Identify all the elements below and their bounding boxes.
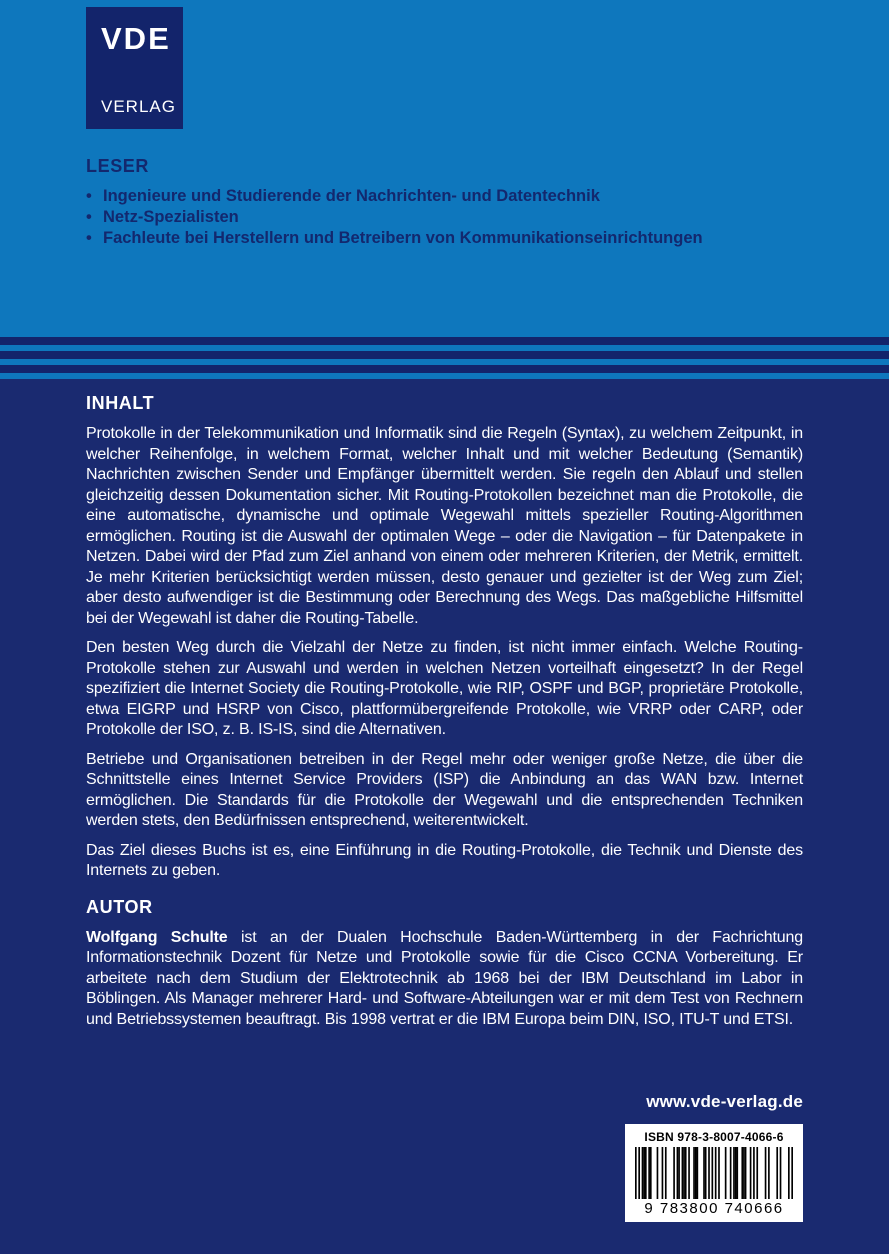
author-name: Wolfgang Schulte — [86, 928, 228, 946]
isbn-text: ISBN 978-3-8007-4066-6 — [644, 1130, 784, 1144]
inhalt-paragraph: Betriebe und Organisationen betreiben in der Regel mehr oder weniger große Netze, die über die Schnittstelle eines Internet Service Providers (ISP) die Anbindung an das WAN bzw. Internet ermöglichen. Die Standards für die Protokolle der Wegewahl und die entsprechenden Techniken werden stets, den Bedürfnissen entsprechend, weiterentwickelt. — [86, 750, 803, 829]
inhalt-heading: INHALT — [86, 393, 155, 413]
leser-list — [86, 186, 803, 249]
logo-vde-text: VDE — [101, 21, 171, 56]
barcode-bars — [635, 1147, 793, 1199]
inhalt-paragraph: Das Ziel dieses Buchs ist es, eine Einführung in die Routing-Protokolle, die Technik und Dienste des Internets zu geben. — [86, 841, 803, 879]
logo-verlag-text: VERLAG — [101, 97, 176, 116]
leser-section — [86, 156, 803, 249]
barcode-box — [625, 1124, 803, 1222]
website-url: www.vde-verlag.de — [646, 1092, 803, 1111]
list-item-text: Ingenieure und Studierende der Nachrichten- und Datentechnik — [103, 187, 600, 205]
list-item — [86, 228, 803, 249]
list-item — [86, 186, 803, 207]
content-section — [0, 379, 889, 1254]
bullet-icon: • — [86, 229, 92, 247]
top-section — [0, 0, 889, 337]
ean-number: 9 783800 740666 — [644, 1200, 784, 1217]
author-text: ist an der Dualen Hochschule Baden-Württemberg in der Fachrichtung Informationstechnik Dozent für Netze und Protokolle sowie für die Cisco CCNA Vorbereitung. Er arbeitete nach dem Studium der Elektrotechnik ab 1968 bei der IBM Deutschland im Labor in Böblingen. Als Manager mehrerer Hard- und Software-Abteilungen war er mit dem Test von Rechnern und Betriebssystemen beauftragt. Bis 1998 vertrat er die IBM Europa beim DIN, ISO, ITU-T und ETSI. — [86, 928, 803, 1028]
stripes-divider — [0, 337, 889, 379]
inhalt-paragraph: Protokolle in der Telekommunikation und Informatik sind die Regeln (Syntax), zu welchem Zeitpunkt, in welcher Reihenfolge, in welchem Format, welcher Inhalt und mit welcher Bedeutung (Semantik) Nachrichten zwischen Sender und Empfänger übermittelt werden. Sie regeln den Ablauf und stellen gleichzeitig dessen Dokumentation sicher. Mit Routing-Protokollen bezeichnet man die Protokolle, die eine automatische, dynamische und optimale Wegewahl mittels spezieller Routing-Algorithmen ermöglichen. Routing ist die Auswahl der optimalen Wege – oder die Navigation – für Datenpakete in Netzen. Dabei wird der Pfad zum Ziel anhand von einem oder mehreren Kriterien, der Metrik, ermittelt. Je mehr Kriterien berücksichtigt werden müssen, desto genauer und gezielter ist der Weg zum Ziel; aber desto aufwendiger ist die Bestimmung oder Berechnung des Wegs. Das maßgebliche Hilfsmittel bei der Wegewahl ist daher die Routing-Tabelle. — [86, 425, 803, 627]
leser-heading: LESER — [86, 156, 150, 176]
autor-paragraph — [86, 928, 803, 1031]
list-item — [86, 207, 803, 228]
bullet-icon: • — [86, 208, 92, 226]
list-item-text: Netz-Spezialisten — [103, 208, 239, 226]
bullet-icon: • — [86, 187, 92, 205]
vde-verlag-logo — [86, 7, 183, 129]
autor-heading: AUTOR — [86, 896, 153, 917]
list-item-text: Fachleute bei Herstellern und Betreibern von Kommunikationseinrichtungen — [103, 229, 703, 247]
inhalt-paragraph: Den besten Weg durch die Vielzahl der Netze zu finden, ist nicht immer einfach. Welche Routing-Protokolle stehen zur Auswahl und werden in welchen Netzen vorteilhaft eingesetzt? In der Regel spezifiziert die Internet Society die Routing-Protokolle, wie RIP, OSPF und BGP, proprietäre Protokolle, etwa EIGRP und HSRP von Cisco, plattformübergreifende Protokolle, wie VRRP oder CARP, oder Protokolle der ISO, z. B. IS-IS, sind die Alternativen. — [86, 639, 803, 738]
